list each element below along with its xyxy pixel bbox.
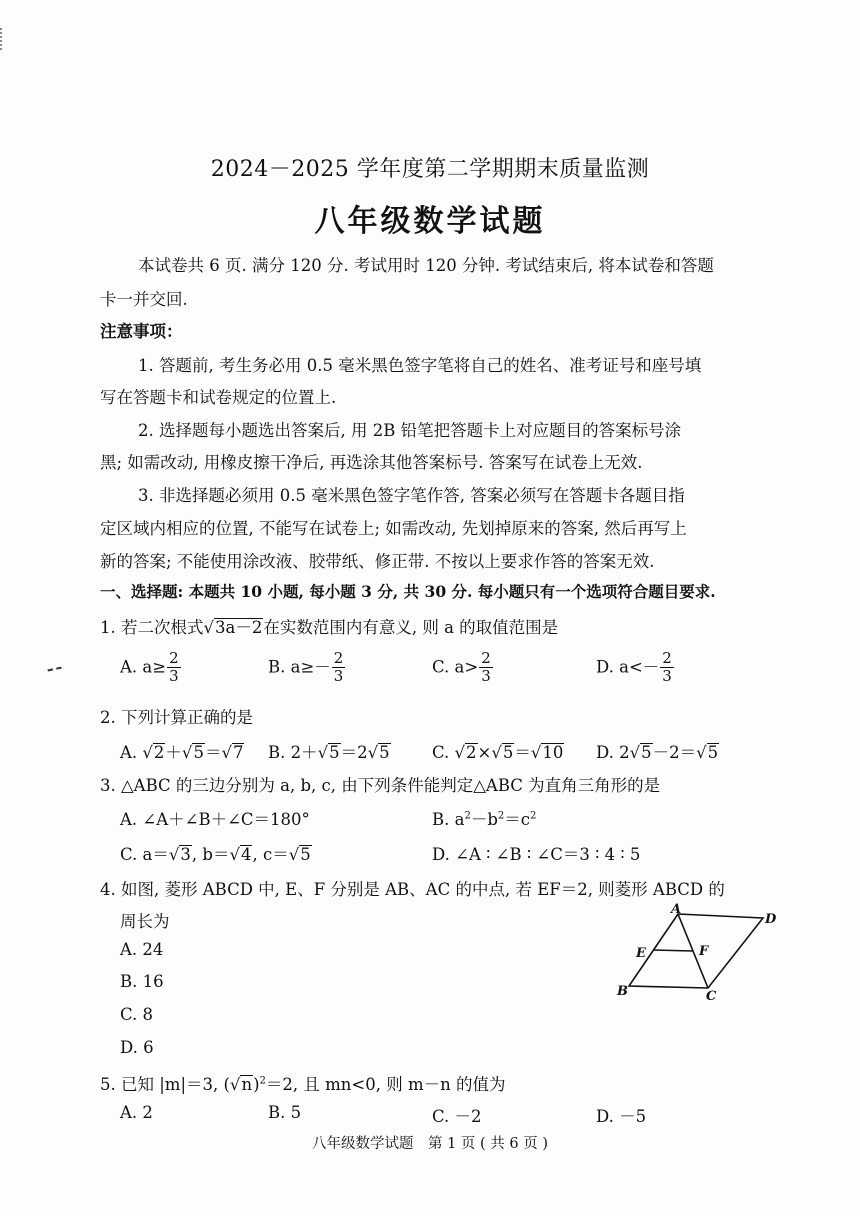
- q4-option-d: D. 6: [120, 1038, 154, 1057]
- radical: √ 7: [221, 742, 244, 762]
- section-1-heading: 一、选择题: 本题共 10 小题, 每小题 3 分, 共 30 分. 每小题只有一个选项符合题目要求.: [100, 582, 716, 601]
- notice-line: 定区域内相应的位置, 不能写在试卷上; 如需改动, 先划掉原来的答案, 然后再写上: [100, 519, 687, 538]
- page-edge-mark: [0, 28, 6, 50]
- q1-radicand: 3a－2: [215, 617, 263, 637]
- radicand: 5: [707, 742, 719, 762]
- question-4-stem-line-1: 4. 如图, 菱形 ABCD 中, E、F 分别是 AB、AC 的中点, 若 EF＝2, 则菱形 ABCD 的: [100, 880, 725, 899]
- radical: √ 5: [317, 742, 340, 762]
- notice-line: 黑; 如需改动, 用橡皮擦干净后, 再选涂其他答案标号. 答案写在试卷上无效.: [100, 453, 643, 472]
- operator: ＝: [514, 743, 531, 762]
- option-label: A. a≥: [120, 657, 167, 677]
- expr-part: B. a: [432, 810, 465, 829]
- q2-option-d: [596, 739, 719, 763]
- question-1-stem: [100, 614, 558, 638]
- q3-option-c: [120, 841, 312, 865]
- option-label: D. 2: [596, 743, 630, 762]
- exponent: 2: [497, 810, 505, 822]
- option-label: B. a≥－: [268, 657, 331, 677]
- vertex-label-c: C: [706, 989, 717, 1002]
- expr-part: ＝2, 且 mn<0, 则 m－n 的值为: [265, 1075, 506, 1094]
- notice-line: 写在答题卡和试卷规定的位置上.: [100, 388, 337, 407]
- expr-part: , c＝: [252, 845, 289, 864]
- exam-title: 2024－2025 学年度第二学期期末质量监测: [210, 157, 650, 182]
- q1-suffix: 在实数范围内有意义, 则 a 的取值范围是: [263, 618, 559, 637]
- intro-line-2: 卡一并交回.: [100, 290, 188, 309]
- denominator: 3: [333, 667, 344, 686]
- expr-part: ＝c: [504, 810, 531, 829]
- q4-option-b: B. 16: [120, 972, 164, 991]
- operator: －2＝: [652, 743, 697, 762]
- exponent: 2: [464, 810, 471, 822]
- numerator: 2: [169, 649, 179, 667]
- radicand: 5: [329, 742, 340, 762]
- q1-prefix: 1. 若二次根式: [100, 618, 204, 637]
- point-label-f: F: [699, 944, 709, 959]
- radicand: 2: [466, 742, 477, 762]
- notice-line: 3. 非选择题必须用 0.5 毫米黑色签字笔作答, 答案必须写在答题卡各题目指: [138, 486, 685, 505]
- numerator: 2: [662, 649, 672, 667]
- radicand: n: [241, 1074, 253, 1094]
- radical: √ 4: [229, 844, 252, 864]
- q2-option-a: [120, 739, 244, 763]
- fraction: [479, 650, 493, 686]
- numerator: 2: [333, 649, 344, 667]
- q1-option-b: [268, 650, 345, 686]
- radicand: 4: [240, 844, 252, 864]
- expr-part: , b＝: [191, 845, 230, 864]
- q3-option-a: A. ∠A＋∠B＋∠C＝180°: [120, 810, 310, 829]
- notice-line: 新的答案; 不能使用涂改液、胶带纸、修正带. 不按以上要求作答的答案无效.: [100, 552, 655, 571]
- operator: ＝: [204, 743, 222, 762]
- option-label: D. a<－: [596, 657, 660, 677]
- question-5-stem: [100, 1071, 505, 1095]
- q1-option-a: [120, 650, 181, 686]
- page-footer: 八年级数学试题 第 1 页 ( 共 6 页 ): [311, 1136, 549, 1152]
- q5-option-a: A. 2: [120, 1103, 153, 1122]
- exponent: 2: [259, 1075, 266, 1087]
- q3-option-d: D. ∠A ∶ ∠B ∶ ∠C＝3 ∶ 4 ∶ 5: [432, 845, 641, 864]
- radicand: 5: [193, 742, 204, 762]
- rhombus-figure: [605, 902, 785, 1002]
- expr-part: －b: [470, 810, 498, 829]
- intro-line-1: 本试卷共 6 页. 满分 120 分. 考试用时 120 分钟. 考试结束后, 将本试卷和答题: [138, 256, 714, 275]
- radicand: 5: [379, 742, 390, 762]
- denominator: 3: [481, 667, 491, 686]
- rhombus-abcd: [629, 914, 763, 988]
- notice-heading: 注意事项：: [100, 322, 183, 341]
- fraction: [332, 650, 346, 686]
- radicand: 10: [542, 742, 564, 762]
- q4-option-c: C. 8: [120, 1005, 154, 1024]
- expr-part: ): [253, 1075, 260, 1094]
- numerator: 2: [481, 649, 491, 667]
- denominator: 3: [169, 667, 179, 686]
- radical: √ n: [229, 1074, 253, 1094]
- option-label: B. 2＋: [268, 743, 318, 762]
- segment-ef: [653, 950, 693, 951]
- radical: √ 10: [530, 742, 564, 762]
- fraction: [167, 650, 181, 686]
- vertex-label-b: B: [617, 984, 628, 999]
- option-label: C.: [432, 743, 455, 762]
- option-label: A.: [120, 743, 143, 762]
- radicand: 7: [232, 742, 244, 762]
- operator: ×: [477, 743, 492, 762]
- radical: √ 5: [629, 742, 652, 762]
- option-label: C. a>: [432, 657, 479, 677]
- exam-subtitle: 八年级数学试题: [314, 204, 546, 239]
- operator: ＝2: [340, 743, 368, 762]
- radicand: 5: [502, 742, 514, 762]
- vertex-label-a: A: [671, 902, 682, 917]
- radical: √ 5: [288, 844, 311, 864]
- stray-pen-mark: [48, 667, 63, 676]
- radical: √ 2: [454, 742, 477, 762]
- question-3-stem: 3. △ABC 的三边分别为 a, b, c, 由下列条件能判定△ABC 为直角三角形的是: [100, 776, 661, 795]
- point-label-e: E: [636, 946, 646, 961]
- denominator: 3: [662, 667, 672, 686]
- notice-line: 1. 答题前, 考生务必用 0.5 毫米黑色签字笔将自己的姓名、准考证号和座号填: [138, 356, 702, 375]
- q5-option-c: C. －2: [432, 1107, 482, 1126]
- q2-option-c: [432, 739, 564, 763]
- radical: √ 2: [142, 742, 165, 762]
- radical: √ 5: [696, 742, 719, 762]
- exponent: 2: [530, 810, 537, 822]
- q1-option-c: [432, 650, 493, 686]
- expr-part: 5. 已知 |m|＝3, (: [100, 1075, 230, 1094]
- q1-option-d: [596, 650, 674, 686]
- radicand: 5: [300, 844, 311, 864]
- expr-part: C. a＝: [120, 845, 169, 864]
- radicand: 5: [641, 742, 652, 762]
- radical: √ 3: [168, 844, 191, 864]
- q3-option-b: [432, 806, 536, 830]
- question-2-stem: 2. 下列计算正确的是: [100, 708, 253, 727]
- q5-option-d: D. －5: [596, 1107, 647, 1126]
- q1-radical: √ 3a－2: [203, 617, 263, 637]
- operator: ＋: [165, 743, 182, 762]
- radicand: 2: [153, 742, 165, 762]
- q4-option-a: A. 24: [120, 940, 164, 959]
- question-4-stem-line-2: 周长为: [120, 912, 170, 931]
- q2-option-b: [268, 739, 391, 763]
- radical: √ 5: [491, 742, 514, 762]
- fraction: [660, 650, 674, 686]
- radicand: 3: [180, 844, 191, 864]
- radical: √ 5: [367, 742, 390, 762]
- vertex-label-d: D: [765, 912, 777, 927]
- radical: √ 5: [181, 742, 204, 762]
- notice-line: 2. 选择题每小题选出答案后, 用 2B 铅笔把答题卡上对应题目的答案标号涂: [138, 421, 682, 440]
- q5-option-b: B. 5: [268, 1103, 302, 1122]
